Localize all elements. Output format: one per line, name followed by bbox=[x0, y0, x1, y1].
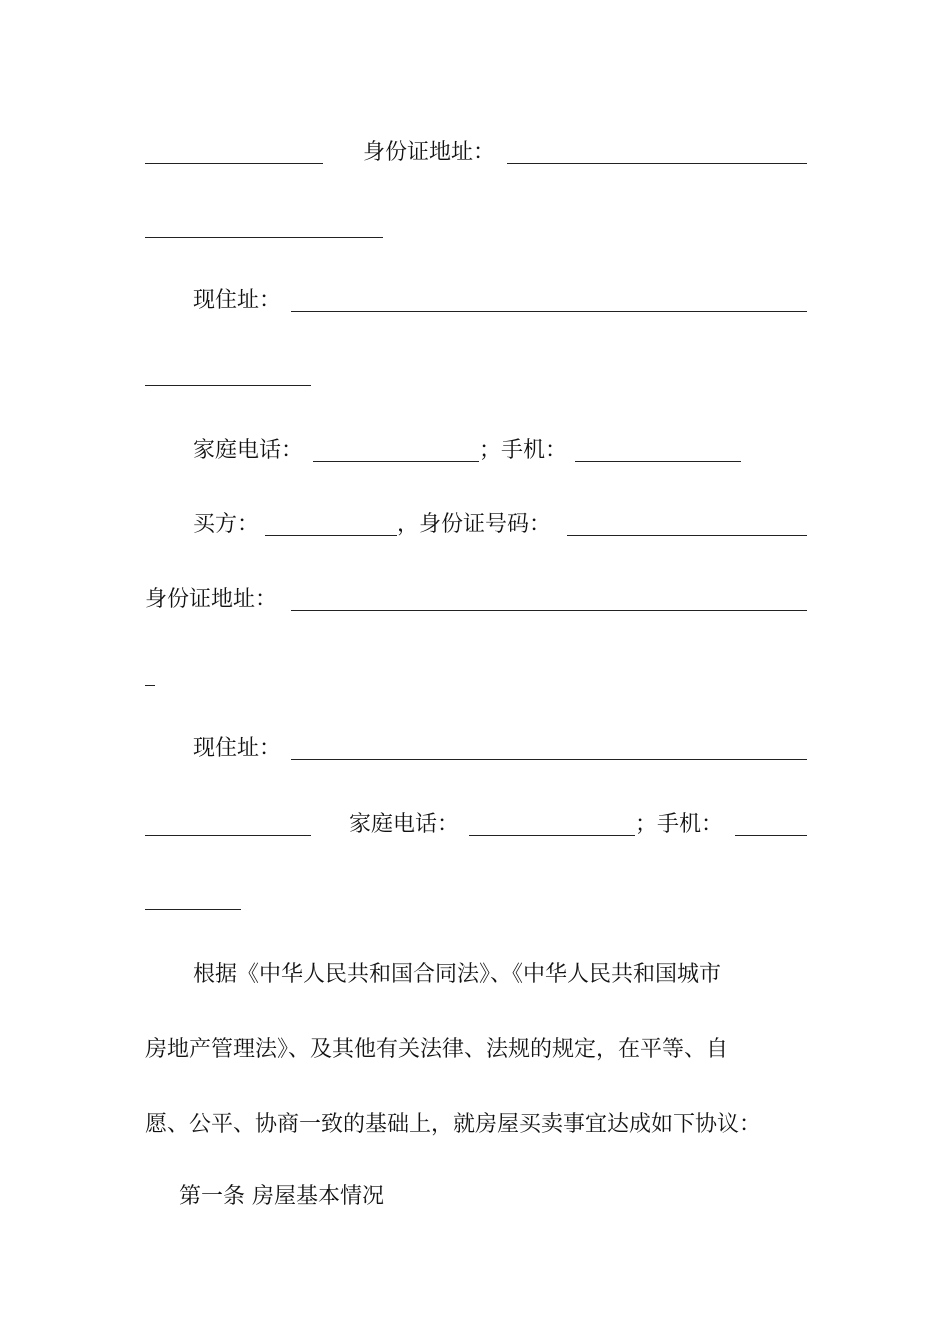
seller-id-address-row bbox=[145, 138, 815, 168]
preamble-text: 房地产管理法》、及其他有关法律、法规的规定，在平等、自 bbox=[145, 1037, 729, 1062]
buyer-mobile-continuation bbox=[145, 884, 815, 914]
blank-field[interactable] bbox=[145, 835, 311, 836]
buyer-row bbox=[145, 510, 815, 540]
buyer-current-address-row bbox=[145, 734, 815, 764]
blank-field[interactable] bbox=[145, 909, 241, 910]
blank-field[interactable] bbox=[145, 385, 311, 386]
seller-current-address-field[interactable] bbox=[291, 311, 807, 312]
buyer-phone-row bbox=[145, 810, 815, 840]
preamble-text: 根据《中华人民共和国合同法》、《中华人民共和国城市 bbox=[193, 962, 722, 987]
blank-field[interactable] bbox=[145, 237, 383, 238]
seller-current-address-continuation bbox=[145, 360, 815, 390]
seller-phone-row bbox=[145, 436, 815, 466]
preamble-line-3 bbox=[145, 1110, 835, 1140]
buyer-id-address-field[interactable] bbox=[291, 610, 807, 611]
seller-id-address-continuation bbox=[145, 212, 815, 242]
preamble-line-1 bbox=[145, 960, 835, 990]
buyer-id-number-label: ，身份证号码： bbox=[397, 512, 552, 537]
seller-mobile-field[interactable] bbox=[575, 461, 741, 462]
article-title: 第一条 房屋基本情况 bbox=[179, 1184, 384, 1209]
seller-mobile-label: ；手机： bbox=[479, 438, 568, 463]
buyer-id-address-continuation bbox=[145, 660, 815, 690]
buyer-home-phone-field[interactable] bbox=[469, 835, 635, 836]
buyer-home-phone-label: 家庭电话： bbox=[349, 812, 460, 837]
preamble-text: 愿、公平、协商一致的基础上，就房屋买卖事宜达成如下协议： bbox=[145, 1112, 762, 1137]
buyer-current-address-field[interactable] bbox=[291, 759, 807, 760]
buyer-mobile-label: ；手机： bbox=[635, 812, 724, 837]
seller-current-address-label: 现住址： bbox=[193, 288, 282, 313]
buyer-id-address-label: 身份证地址： bbox=[145, 587, 278, 612]
blank-field[interactable] bbox=[145, 685, 155, 686]
article-1-heading bbox=[145, 1182, 815, 1212]
buyer-current-address-label: 现住址： bbox=[193, 736, 282, 761]
seller-home-phone-label: 家庭电话： bbox=[193, 438, 304, 463]
seller-home-phone-field[interactable] bbox=[313, 461, 479, 462]
buyer-mobile-field[interactable] bbox=[735, 835, 807, 836]
buyer-id-number-field[interactable] bbox=[567, 535, 807, 536]
preamble-line-2 bbox=[145, 1035, 835, 1065]
seller-id-address-field[interactable] bbox=[507, 163, 807, 164]
seller-id-address-label: 身份证地址： bbox=[363, 140, 496, 165]
seller-current-address-row bbox=[145, 286, 815, 316]
buyer-id-address-row bbox=[145, 585, 815, 615]
buyer-name-field[interactable] bbox=[265, 535, 397, 536]
blank-field[interactable] bbox=[145, 163, 323, 164]
buyer-label: 买方： bbox=[193, 512, 260, 537]
